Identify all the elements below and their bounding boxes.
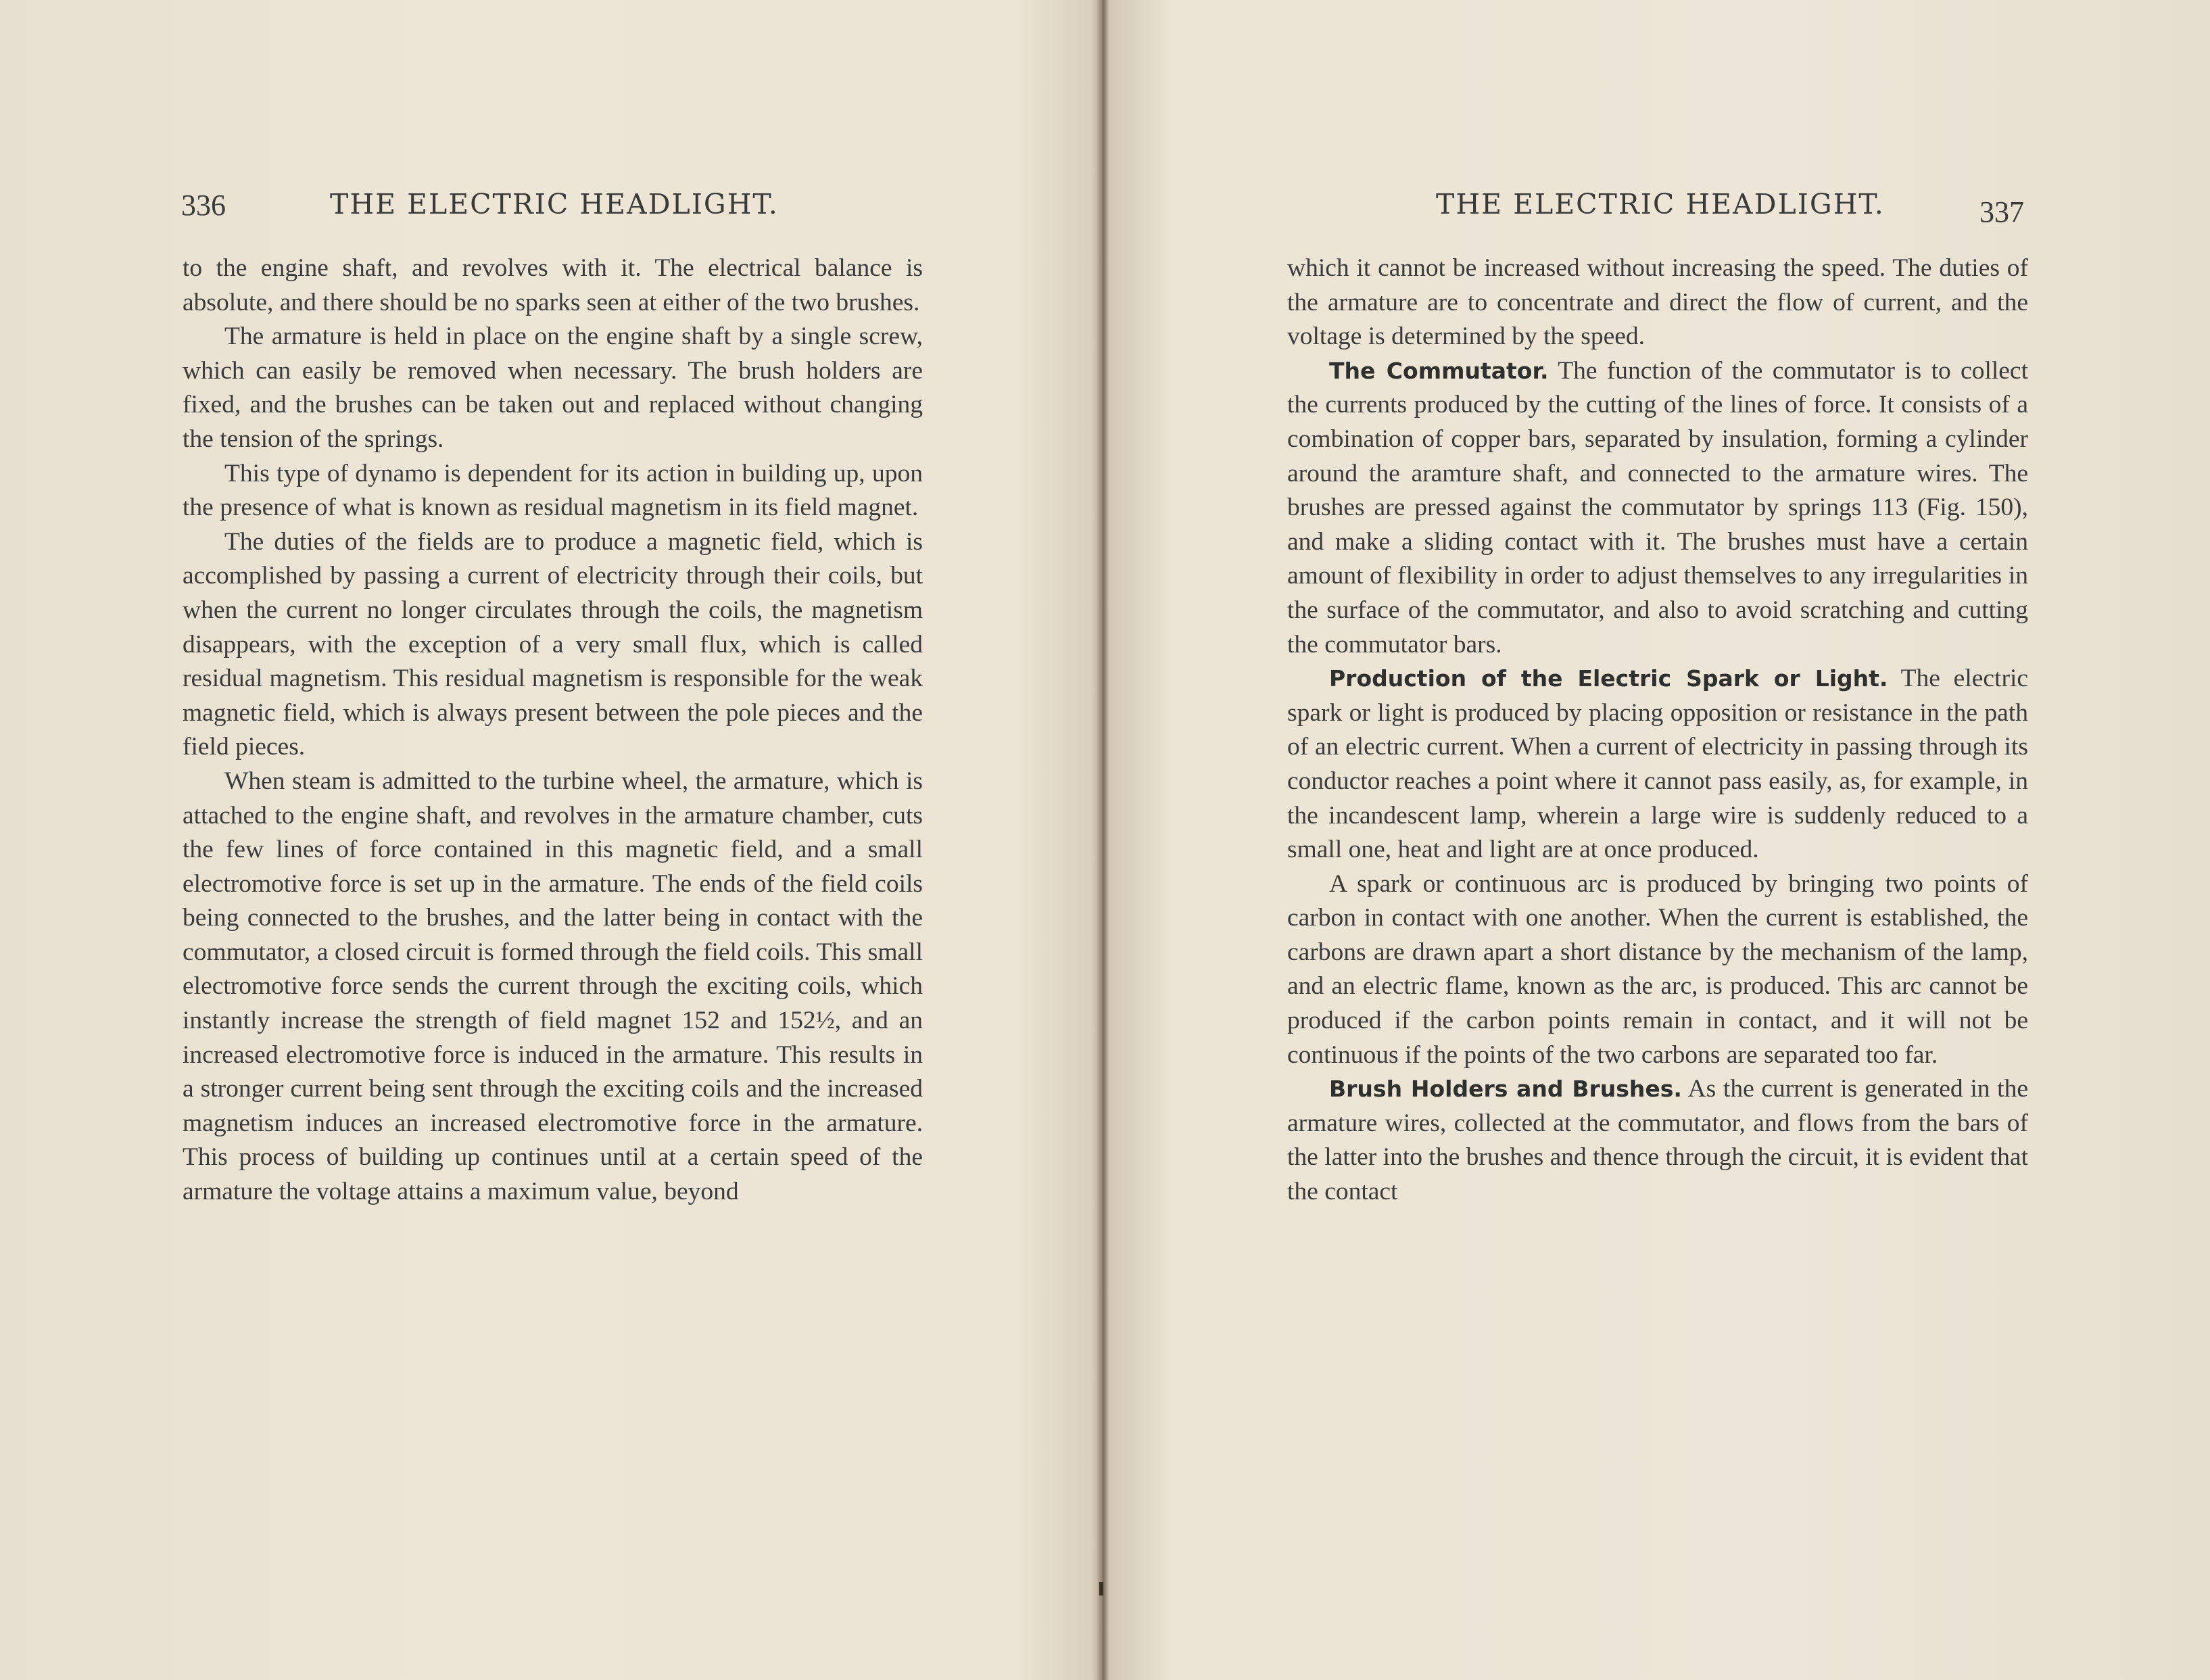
- section-body: A spark or continuous arc is produced by bringing two points of carbon in contact with one another. When the current is established, the carbons are drawn apart a short distance by the mechanism of the lamp, and an electric flame, known as the arc, is produced. This arc cannot be produced if the carbon points remain in contact, and it will not be continuous if the points of the two carbons are separated too far.: [1287, 869, 2028, 1069]
- page-number: 337: [1979, 195, 2024, 229]
- section-body: The electric spark or light is produced by placing opposition or resistance in the path of an electric current. When a current of electricity in passing through its conductor reaches a point where it cannot pass easily, as, for example, in the incandescent lamp, wherein a large wire is suddenly reduced to a small one, heat and light are at once produced.: [1287, 665, 2029, 864]
- paragraph: When steam is admitted to the turbine wheel, the armature, which is attached to the engine shaft, and revolves in the armature chamber, cuts the few lines of force contained in this magnetic field, and a small electromotive force is set up in the armature. The ends of the field coils being connected to the brushes, and the latter being in contact with the commutator, a closed circuit is formed through the field coils. This small electromotive force sends the current through the exciting coils, which instantly increase the strength of field magnet 152 and 152½, and an increased electromotive force is induced in the armature. This results in a stronger current being sent through the exciting coils and the increased magnetism induces an increased electromotive force in the armature. This process of building up continues until at a certain speed of the armature the voltage attains a maximum value, beyond: [183, 767, 923, 1206]
- section-body: As the current is generated in the armature wires, collected at the commutator, and flows from the bars of the latter into the brushes and thence through the circuit, it is evident that the contact: [1287, 1075, 2028, 1206]
- paragraph: to the engine shaft, and revolves with it. The electrical balance is absolute, and there should be no sparks seen at either of the two brushes.: [183, 254, 923, 316]
- section-paragraph: [1287, 1072, 2028, 1209]
- section-heading: Production of the Electric Spark or Light.: [1329, 665, 1888, 692]
- right-text-block: [1287, 251, 2028, 1209]
- running-head: THE ELECTRIC HEADLIGHT.: [1436, 188, 1885, 220]
- paragraph: The armature is held in place on the engine shaft by a single screw, which can easily be removed when necessary. The brush holders are fixed, and the brushes can be taken out and replaced without changing the tension of the springs.: [183, 322, 923, 453]
- right-page: [1102, 0, 2210, 1680]
- section-heading: Brush Holders and Brushes.: [1329, 1076, 1682, 1103]
- section-heading: The Commutator.: [1329, 357, 1549, 384]
- left-page: [0, 0, 1102, 1680]
- section-body: The function of the commutator is to collect the currents produced by the cutting of the lines of force. It consists of a combination of copper bars, separated by insulation, forming a cylinder around the aramture shaft, and connected to the armature wires. The brushes are pressed against the commutator by springs 113 (Fig. 150), and make a sliding contact with it. The brushes must have a certain amount of flexibility in order to adjust themselves to any irregularities in the surface of the commutator, and also to avoid scratching and cutting the commutator bars.: [1287, 356, 2028, 658]
- paragraph: [1287, 867, 2028, 1073]
- paragraph: This type of dynamo is dependent for its action in building up, upon the presence of what is known as residual magnetism in its field magnet.: [183, 459, 923, 522]
- section-paragraph: [1287, 354, 2028, 662]
- page-number: 336: [181, 189, 226, 222]
- paragraph: which it cannot be increased without increasing the speed. The duties of the armature are to concentrate and direct the flow of current, and the voltage is determined by the speed.: [1287, 254, 2028, 351]
- left-text-block: [183, 251, 923, 1209]
- paragraph: The duties of the fields are to produce a magnetic field, which is accomplished by passing a current of electricity through their coils, but when the current no longer circulates through the coils, the magnetism disappears, with the exception of a very small flux, which is called residual magnetism. This residual magnetism is responsible for the weak magnetic field, which is always present between the pole pieces and the field pieces.: [183, 527, 923, 761]
- section-paragraph: [1287, 662, 2028, 867]
- running-head: THE ELECTRIC HEADLIGHT.: [330, 188, 779, 220]
